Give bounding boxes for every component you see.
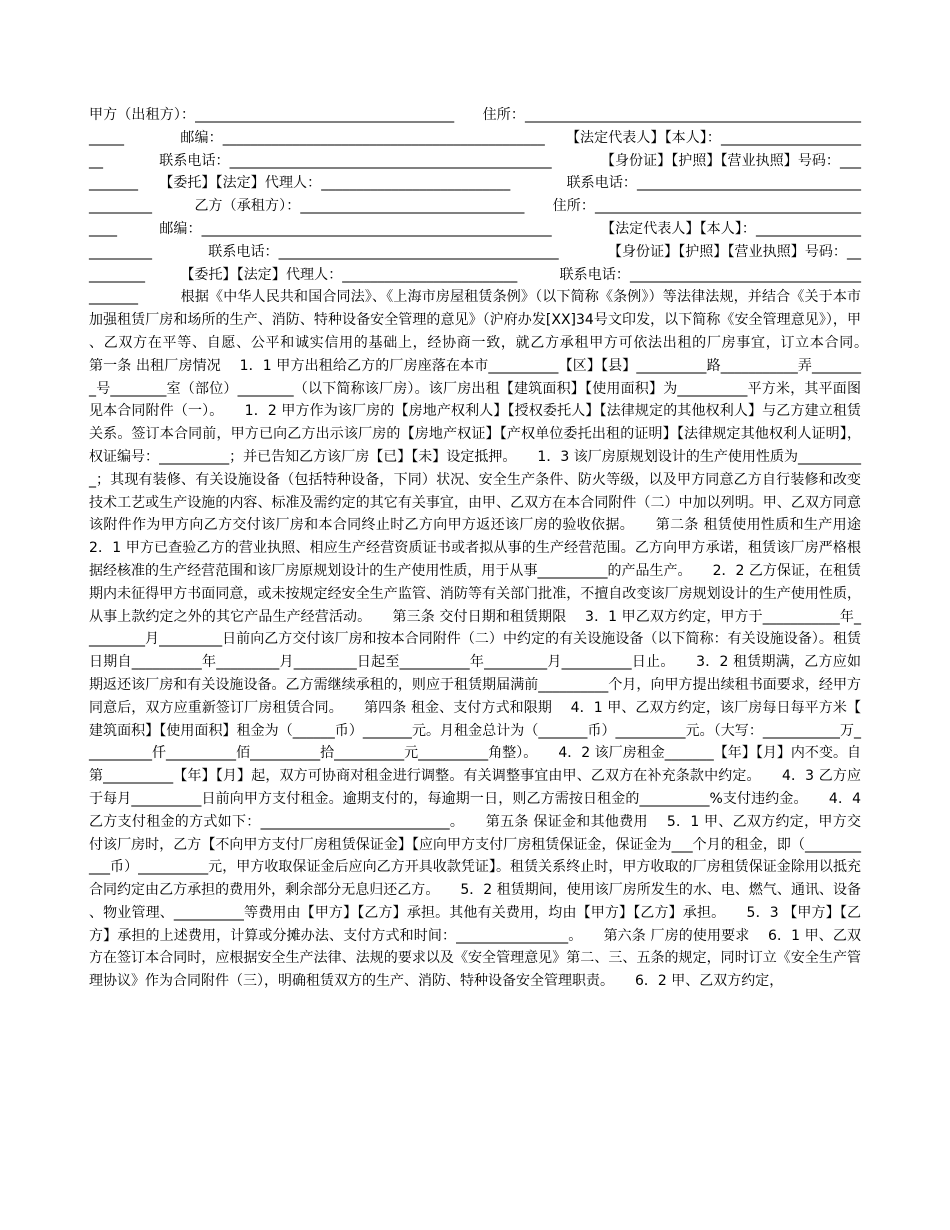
contract-body-text: 甲方（出租方）：_____________________________________ 住所：_____________________________________________________ 邮编：______________________________________________ 【法定代表人】【本人】：______________________ 联系电话：______________________________________________ 【身份证】【护照】【营业执照】号码：__________ 【委托】【法定】代理人：___________________________ 联系电话：_________________________________________ 乙方（承租方）：________________________________ 住所：__________________________________________ 邮编：__________________________________________________ 【法定代表人】【本人】：________________________ 联系电话：________________________________________ 【身份证】【护照】【营业执照】号码：__________ 【委托】【法定】代理人：_________________________ 联系电话：________________________________________ 根据《中华人民共和国合同法》、《上海市房屋租赁条例》（以下简称《条例》）等法律法规，并结合《关于本市加强租赁厂房和场所的生产、消防、特种设备安全管理的意见》（沪府办发[XX]34号文印发，以下简称《安全管理意见》），甲、乙双方在平等、自愿、公平和诚实信用的基础上，经协商一致，就乙方承租甲方可依法出租的厂房事宜，订立本合同。 第一条 出租厂房情况 1．1 甲方出租给乙方的厂房座落在本市__________【区】【县】__________路___________弄________号________室（部位）________（以下简称该厂房）。该厂房出租【建筑面积】【使用面积】为__________平方米，其平面图见本合同附件（一）。 1．2 甲方作为该厂房的【房地产权利人】【授权委托人】【法律规定的其他权利人】与乙方建立租赁关系。签订本合同前，甲方已向乙方出示该厂房的【房地产权证】【产权单位委托出租的证明】【法律规定其他权利人证明】，权证编号：__________；并已告知乙方该厂房【已】【未】设定抵押。 1．3 该厂房原规划设计的生产使用性质为__________；其现有装修、有关设施设备（包括特种设备，下同）状况、安全生产条件、防火等级，以及甲方同意乙方自行装修和改变技术工艺或生产设施的内容、标准及需约定的其它有关事宜，由甲、乙双方在本合同附件（二）中加以列明。甲、乙双方同意该附件作为甲方向乙方交付该厂房和本合同终止时乙方向甲方返还该厂房的验收依据。 第二条 租赁使用性质和生产用途 2．1 甲方已查验乙方的营业执照、相应生产经营资质证书或者拟从事的生产经营范围。乙方向甲方承诺，租赁该厂房严格根据经核准的生产经营范围和该厂房原规划设计的生产使用性质，用于从事__________的产品生产。 2．2 乙方保证，在租赁期内未征得甲方书面同意，或未按规定经安全生产监管、消防等有关部门批准，不擅自改变该厂房规划设计的生产使用性质，从事上款约定之外的其它产品生产经营活动。 第三条 交付日期和租赁期限 3．1 甲乙双方约定，甲方于___________年_________月_________日前向乙方交付该厂房和按本合同附件（二）中约定的有关设施设备（以下简称：有关设施设备）。租赁日期自__________年_________月_________日起至__________年_________月__________日止。 3．2 租赁期满，乙方应如期返还该厂房和有关设施设备。乙方需继续承租的，则应于租赁期届满前__________个月，向甲方提出续租书面要求，经甲方同意后，双方应重新签订厂房租赁合同。 第四条 租金、支付方式和限期 4．1 甲、乙双方约定，该厂房每日每平方米【建筑面积】【使用面积】租金为（______币）_______元。月租金总计为（_______币）__________元。（大写：___________万__________仟__________佰__________拾__________元__________角整）。 4．2 该厂房租金_______【年】【月】内不变。自第__________【年】【月】起，双方可协商对租金进行调整。有关调整事宜由甲、乙双方在补充条款中约定。 4．3 乙方应于每月__________日前向甲方支付租金。逾期支付的，每逾期一日，则乙方需按日租金的__________%支付违约金。 4．4 乙方支付租金的方式如下：___________________________。 第五条 保证金和其他费用 5．1 甲、乙双方约定，甲方交付该厂房时，乙方【不向甲方支付厂房租赁保证金】【应向甲方支付厂房租赁保证金，保证金为___个月的租金，即（___________币）__________元，甲方收取保证金后应向乙方开具收款凭证】。租赁关系终止时，甲方收取的厂房租赁保证金除用以抵充合同约定由乙方承担的费用外，剩余部分无息归还乙方。 5．2 租赁期间，使用该厂房所发生的水、电、燃气、通讯、设备、物业管理、__________等费用由【甲方】【乙方】承担。其他有关费用，均由【甲方】【乙方】承担。 5．3 【甲方】【乙方】承担的上述费用，计算或分摊办法、支付方式和时间：________________。 第六条 厂房的使用要求 6．1 甲、乙双方在签订本合同时，应根据安全生产法律、法规的要求以及《安全管理意见》第二、三、五条的规定，同时订立《安全生产管理协议》作为合同附件（三），明确租赁双方的生产、消防、特种设备安全管理职责。 6．2 甲、乙双方约定， [89, 107, 889, 990]
